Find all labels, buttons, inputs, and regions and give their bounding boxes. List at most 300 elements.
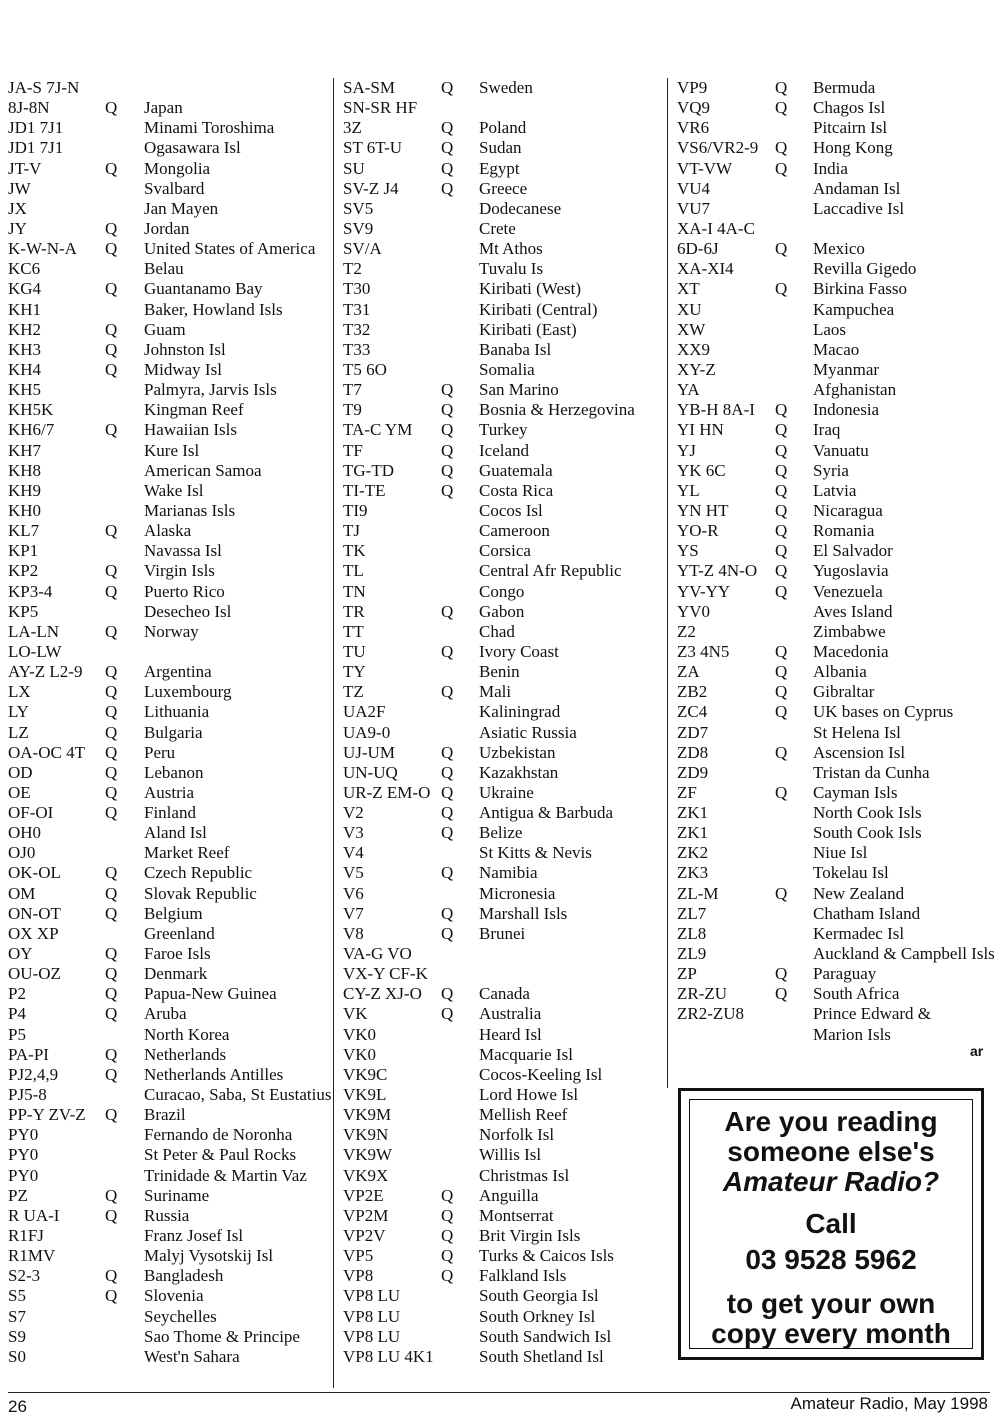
call-prefix: KH7 (8, 440, 42, 460)
call-prefix: 3Z (343, 118, 362, 138)
country-name: South Cook Isls (813, 823, 922, 843)
country-name: Mexico (813, 239, 865, 259)
call-prefix: YS (677, 541, 699, 561)
country-name: Belize (479, 823, 523, 843)
call-prefix: VK9C (343, 1064, 388, 1084)
qsl-flag: Q (775, 400, 788, 420)
qsl-flag: Q (441, 601, 454, 621)
prefix-row (343, 179, 661, 199)
prefix-row (8, 159, 326, 179)
country-name: South Orkney Isl (479, 1306, 596, 1326)
country-name: Sao Thome & Principe (144, 1326, 300, 1346)
prefix-row (343, 380, 661, 400)
call-prefix: ZC4 (677, 702, 708, 722)
country-name: Belgium (144, 903, 203, 923)
call-prefix: YK 6C (677, 460, 726, 480)
advert-phone-number: 03 9528 5962 (745, 1244, 917, 1275)
prefix-row (343, 1004, 661, 1024)
prefix-row (8, 642, 326, 662)
prefix-row (343, 622, 661, 642)
country-name: Vanuatu (813, 440, 869, 460)
country-name: Slovak Republic (144, 883, 257, 903)
country-name: Lebanon (144, 762, 204, 782)
country-name: Australia (479, 1004, 542, 1024)
qsl-flag: Q (105, 782, 118, 802)
country-name: Chatham Island (813, 903, 921, 923)
country-name: Chagos Isl (813, 98, 886, 118)
prefix-row (343, 1166, 661, 1186)
prefix-row (8, 199, 326, 219)
prefix-row (677, 300, 995, 320)
advert-line: Call (805, 1208, 857, 1239)
qsl-flag: Q (775, 641, 788, 661)
call-prefix: SV-Z J4 (343, 178, 399, 198)
prefix-row (8, 924, 326, 944)
qsl-flag: Q (105, 964, 118, 984)
country-name: Wake Isl (144, 480, 204, 500)
prefix-row (677, 199, 995, 219)
call-prefix: KH5 (8, 380, 42, 400)
call-prefix: ZK2 (677, 843, 709, 863)
qsl-flag: Q (105, 863, 118, 883)
country-name: Belau (144, 259, 184, 279)
call-prefix: LY (8, 702, 29, 722)
call-prefix: PJ5-8 (8, 1085, 47, 1105)
qsl-flag: Q (775, 460, 788, 480)
qsl-flag: Q (105, 702, 118, 722)
call-prefix: VP9 (677, 78, 708, 97)
prefix-row (8, 541, 326, 561)
qsl-flag: Q (441, 380, 454, 400)
country-name: Kampuchea (813, 299, 895, 319)
country-name: Norway (144, 621, 199, 641)
call-prefix: ZA (677, 662, 700, 682)
call-prefix: VR6 (677, 118, 710, 138)
country-name: Denmark (144, 964, 208, 984)
qsl-flag: Q (105, 521, 118, 541)
country-name: Greece (479, 178, 528, 198)
qsl-flag: Q (775, 138, 788, 158)
prefix-row (343, 723, 661, 743)
country-name: Kingman Reef (144, 400, 244, 420)
call-prefix: R1MV (8, 1246, 56, 1266)
prefix-row (677, 420, 995, 440)
country-name: India (813, 158, 848, 178)
country-name: Laos (813, 319, 847, 339)
country-name: Egypt (479, 158, 520, 178)
prefix-row (343, 501, 661, 521)
prefix-row (8, 944, 326, 964)
prefix-row (677, 884, 995, 904)
call-prefix: T7 (343, 380, 362, 400)
call-prefix: TY (343, 662, 366, 682)
call-prefix: ZR-ZU (677, 984, 728, 1004)
prefix-row (343, 1347, 661, 1367)
prefix-row (8, 259, 326, 279)
call-prefix: OJ0 (8, 843, 36, 863)
call-prefix: XA-XI4 (677, 259, 734, 279)
prefix-row (343, 642, 661, 662)
call-prefix: VK9L (343, 1085, 387, 1105)
qsl-flag: Q (105, 279, 118, 299)
qsl-flag: Q (441, 420, 454, 440)
prefix-row (8, 763, 326, 783)
prefix-row (343, 1307, 661, 1327)
call-prefix: KC6 (8, 259, 41, 279)
prefix-row (343, 159, 661, 179)
prefix-row (677, 743, 995, 763)
country-name: Kiribati (Central) (479, 299, 598, 319)
country-name: Niue Isl (813, 843, 868, 863)
call-prefix: TR (343, 601, 365, 621)
qsl-flag: Q (775, 702, 788, 722)
country-name: Kiribati (West) (479, 279, 582, 299)
prefix-row (677, 441, 995, 461)
country-name: Zimbabwe (813, 621, 886, 641)
prefix-row (343, 743, 661, 763)
prefix-row (8, 723, 326, 743)
prefix-row (8, 1347, 326, 1367)
call-prefix: LA-LN (8, 621, 59, 641)
prefix-row (8, 1226, 326, 1246)
country-name: Willis Isl (479, 1145, 542, 1165)
prefix-row (343, 1246, 661, 1266)
prefix-row (8, 863, 326, 883)
country-name: Ogasawara Isl (144, 138, 241, 158)
qsl-flag: Q (775, 782, 788, 802)
call-prefix: 8J-8N (8, 98, 50, 118)
country-name: Brazil (144, 1105, 186, 1125)
call-prefix: TU (343, 641, 366, 661)
country-name: North Cook Isls (813, 803, 922, 823)
advert-inner-frame (689, 1099, 973, 1349)
call-prefix: ZB2 (677, 682, 708, 702)
prefix-row (343, 1025, 661, 1045)
qsl-flag: Q (441, 178, 454, 198)
qsl-flag: Q (441, 803, 454, 823)
call-prefix: ZL9 (677, 944, 707, 964)
call-prefix: R UA-I (8, 1205, 60, 1225)
qsl-flag: Q (105, 98, 118, 118)
call-prefix: UN-UQ (343, 762, 398, 782)
qsl-flag: Q (105, 1064, 118, 1084)
qsl-flag: Q (441, 1246, 454, 1266)
prefix-row (343, 239, 661, 259)
prefix-row (677, 984, 995, 1004)
prefix-row (8, 441, 326, 461)
call-prefix: KP2 (8, 561, 39, 581)
call-prefix: XY-Z (677, 359, 716, 379)
qsl-flag: Q (441, 400, 454, 420)
advert-line: Amateur Radio? (722, 1166, 940, 1197)
qsl-flag: Q (441, 782, 454, 802)
country-name: Luxembourg (144, 682, 232, 702)
prefix-row (8, 1085, 332, 1105)
country-name: Kiribati (East) (479, 319, 577, 339)
country-name: Myanmar (813, 359, 880, 379)
prefix-row (8, 179, 326, 199)
prefix-row (677, 944, 995, 964)
qsl-flag: Q (775, 682, 788, 702)
call-prefix: S2-3 (8, 1266, 41, 1286)
country-name: Palmyra, Jarvis Isls (144, 380, 277, 400)
call-prefix: VP5 (343, 1246, 374, 1266)
prefix-row (343, 461, 661, 481)
country-name: Bangladesh (144, 1266, 224, 1286)
prefix-row (8, 1125, 326, 1145)
call-prefix: VS6/VR2-9 (677, 138, 759, 158)
qsl-flag: Q (441, 118, 454, 138)
qsl-flag: Q (441, 1205, 454, 1225)
country-name: Mt Athos (479, 239, 543, 259)
qsl-flag: Q (775, 561, 788, 581)
call-prefix: SV9 (343, 218, 374, 238)
qsl-flag: Q (441, 823, 454, 843)
prefix-row (8, 984, 326, 1004)
country-name: Uzbekistan (479, 742, 556, 762)
country-name: Macquarie Isl (479, 1044, 573, 1064)
country-name: Iraq (813, 420, 841, 440)
call-prefix: VK9X (343, 1165, 389, 1185)
prefix-row (343, 1226, 661, 1246)
call-prefix: TG-TD (343, 460, 394, 480)
call-prefix: VK9M (343, 1105, 392, 1125)
prefix-row (343, 1286, 661, 1306)
prefix-row (8, 239, 326, 259)
prefix-row (677, 964, 995, 984)
prefix-row (343, 78, 661, 98)
country-name: Macedonia (813, 641, 889, 661)
prefix-row (8, 340, 326, 360)
prefix-row (8, 843, 326, 863)
prefix-row (343, 662, 661, 682)
country-name: Cayman Isls (813, 782, 898, 802)
country-name: Jordan (144, 218, 190, 238)
qsl-flag: Q (105, 662, 118, 682)
country-name: Minami Toroshima (144, 118, 275, 138)
call-prefix: OK-OL (8, 863, 61, 883)
qsl-flag: Q (441, 460, 454, 480)
country-name: Bulgaria (144, 722, 203, 742)
country-name: Mellish Reef (479, 1105, 568, 1125)
call-prefix: S7 (8, 1306, 26, 1326)
country-name: South Shetland Isl (479, 1346, 604, 1366)
country-name: Cameroon (479, 521, 550, 541)
call-prefix: S5 (8, 1286, 26, 1306)
prefix-row (677, 239, 995, 259)
qsl-flag: Q (775, 480, 788, 500)
country-name: Ascension Isl (813, 742, 906, 762)
call-prefix: KH3 (8, 339, 42, 359)
call-prefix: VU7 (677, 198, 711, 218)
prefix-row (8, 380, 326, 400)
call-prefix: AY-Z L2-9 (8, 662, 83, 682)
country-name: Somalia (479, 359, 535, 379)
country-name: Crete (479, 218, 516, 238)
country-name: Guam (144, 319, 186, 339)
call-prefix: T32 (343, 319, 371, 339)
country-name: Guantanamo Bay (144, 279, 263, 299)
country-name: Suriname (144, 1185, 210, 1205)
call-prefix: SV5 (343, 198, 374, 218)
country-name: Argentina (144, 662, 212, 682)
call-prefix: TF (343, 440, 363, 460)
prefix-row (677, 380, 995, 400)
call-prefix: T2 (343, 259, 362, 279)
call-prefix: VA-G VO (343, 944, 412, 964)
qsl-flag: Q (105, 803, 118, 823)
prefix-row (8, 1045, 326, 1065)
country-name: West'n Sahara (144, 1346, 240, 1366)
prefix-row (8, 400, 326, 420)
call-prefix: KP3-4 (8, 581, 53, 601)
qsl-flag: Q (105, 158, 118, 178)
qsl-flag: Q (105, 239, 118, 259)
prefix-row (8, 1004, 326, 1024)
prefix-row (343, 783, 661, 803)
advert-line: Are you reading (724, 1106, 938, 1137)
qsl-flag: Q (441, 863, 454, 883)
call-prefix: JA-S 7J-N (8, 78, 80, 97)
country-name: Revilla Gigedo (813, 259, 917, 279)
country-name: Antigua & Barbuda (479, 803, 614, 823)
call-prefix: VP8 LU (343, 1286, 401, 1306)
qsl-flag: Q (105, 903, 118, 923)
qsl-flag: Q (775, 500, 788, 520)
call-prefix: YI HN (677, 420, 724, 440)
call-prefix: XA-I 4A-C (677, 218, 755, 238)
call-prefix: KH5K (8, 400, 54, 420)
country-name: Slovenia (144, 1286, 204, 1306)
prefix-row (677, 1025, 995, 1045)
call-prefix: YO-R (677, 521, 719, 541)
qsl-flag: Q (775, 742, 788, 762)
country-name: Brunei (479, 923, 526, 943)
country-name: St Peter & Paul Rocks (144, 1145, 297, 1165)
prefix-row (677, 219, 995, 239)
qsl-flag: Q (441, 1226, 454, 1246)
qsl-flag: Q (105, 742, 118, 762)
call-prefix: KP5 (8, 601, 39, 621)
call-prefix: Z3 4N5 (677, 641, 730, 661)
prefix-row (343, 1045, 661, 1065)
prefix-row (343, 1105, 661, 1125)
prefix-row (677, 98, 995, 118)
call-prefix: OD (8, 762, 33, 782)
country-name: Kaliningrad (479, 702, 561, 722)
prefix-row (343, 300, 661, 320)
call-prefix: OF-OI (8, 803, 54, 823)
call-prefix: ZK3 (677, 863, 709, 883)
qsl-flag: Q (105, 420, 118, 440)
prefix-row (8, 561, 326, 581)
country-name: Tristan da Cunha (813, 762, 930, 782)
country-name: San Marino (479, 380, 559, 400)
qsl-flag: Q (441, 138, 454, 158)
prefix-row (677, 481, 995, 501)
prefix-row (677, 642, 995, 662)
country-name: Albania (813, 662, 867, 682)
call-prefix: PJ2,4,9 (8, 1064, 59, 1084)
qsl-flag: Q (775, 98, 788, 118)
country-name: South Sandwich Isl (479, 1326, 612, 1346)
call-prefix: ZD9 (677, 762, 709, 782)
call-prefix: TT (343, 621, 364, 641)
country-name: Austria (144, 782, 195, 802)
qsl-flag: Q (441, 682, 454, 702)
prefix-row (677, 924, 995, 944)
prefix-row (677, 501, 995, 521)
prefix-row (8, 1307, 326, 1327)
country-name: Nicaragua (813, 500, 883, 520)
call-prefix: YJ (677, 440, 696, 460)
qsl-flag: Q (441, 1185, 454, 1205)
call-prefix: OE (8, 782, 31, 802)
qsl-flag: Q (441, 158, 454, 178)
prefix-row (677, 682, 995, 702)
qsl-flag: Q (441, 903, 454, 923)
qsl-flag: Q (441, 440, 454, 460)
qsl-flag: Q (105, 339, 118, 359)
country-name: Japan (144, 98, 183, 118)
call-prefix: TZ (343, 682, 364, 702)
country-name: Ukraine (479, 782, 534, 802)
prefix-row (677, 259, 995, 279)
prefix-row (8, 360, 326, 380)
call-prefix: VP2M (343, 1205, 389, 1225)
country-name: Jan Mayen (144, 198, 219, 218)
prefix-row (677, 521, 995, 541)
prefix-row (8, 904, 326, 924)
country-name: Prince Edward & (813, 1004, 932, 1024)
call-prefix: S0 (8, 1346, 26, 1366)
country-name: Papua-New Guinea (144, 984, 277, 1004)
country-name: Gabon (479, 601, 525, 621)
prefix-row (8, 743, 326, 763)
call-prefix: PZ (8, 1185, 28, 1205)
country-name: United States of America (144, 239, 316, 259)
country-name: Brit Virgin Isls (479, 1226, 581, 1246)
country-name: Afghanistan (813, 380, 897, 400)
call-prefix: SU (343, 158, 365, 178)
qsl-flag: Q (441, 641, 454, 661)
call-prefix: SV/A (343, 239, 382, 259)
call-prefix: VK0 (343, 1044, 377, 1064)
qsl-flag: Q (105, 218, 118, 238)
call-prefix: V5 (343, 863, 364, 883)
country-name: Central Afr Republic (479, 561, 622, 581)
call-prefix: ZP (677, 964, 697, 984)
call-prefix: KH8 (8, 460, 42, 480)
country-name: New Zealand (813, 883, 905, 903)
qsl-flag: Q (105, 722, 118, 742)
prefix-row (343, 924, 661, 944)
country-name: Netherlands Antilles (144, 1064, 284, 1084)
prefix-row (677, 340, 995, 360)
country-name: Alaska (144, 521, 192, 541)
prefix-row (343, 823, 661, 843)
qsl-flag: Q (441, 762, 454, 782)
prefix-row (8, 320, 326, 340)
qsl-flag: Q (105, 1185, 118, 1205)
prefix-row (343, 138, 661, 158)
country-name: Auckland & Campbell Isls (813, 944, 995, 964)
country-name: Yugoslavia (813, 561, 889, 581)
prefix-row (343, 763, 661, 783)
qsl-flag: Q (441, 923, 454, 943)
call-prefix: VK (343, 1004, 368, 1024)
country-name: Laccadive Isl (813, 198, 905, 218)
